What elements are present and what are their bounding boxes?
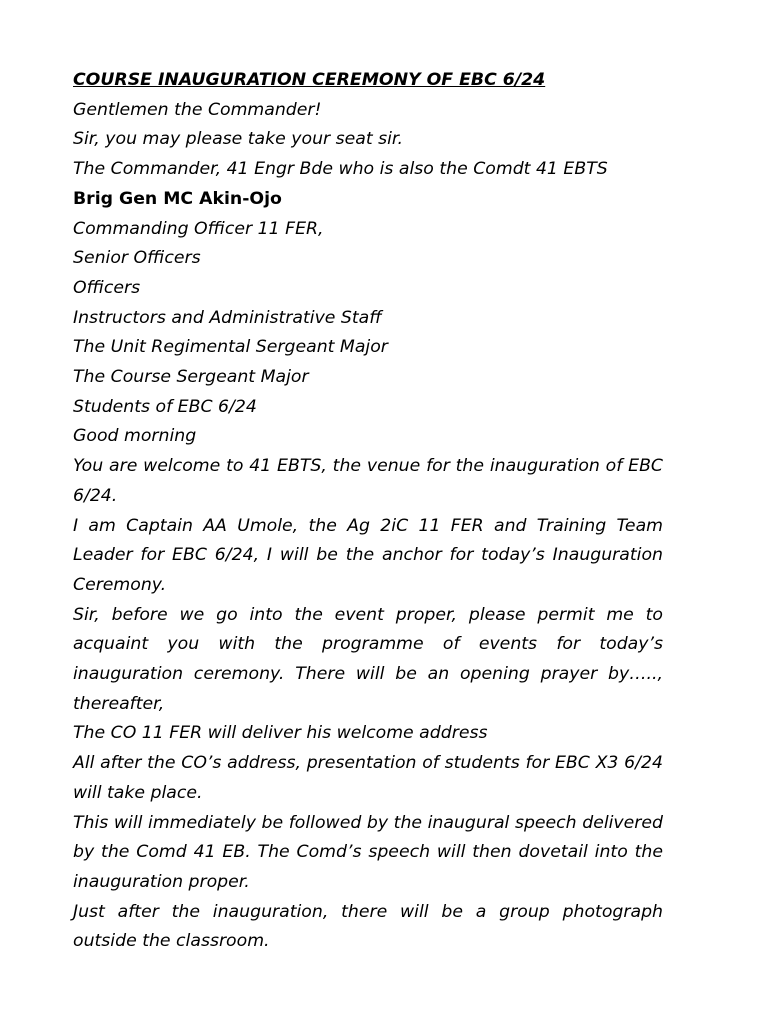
- document-title: COURSE INAUGURATION CEREMONY OF EBC 6/24: [73, 70, 546, 90]
- seat-line: Sir, you may please take your seat sir.: [73, 129, 403, 150]
- salutation-line: Senior Officers: [73, 248, 201, 269]
- salutation-line: Officers: [73, 277, 141, 298]
- salutation-line: The Unit Regimental Sergeant Major: [73, 337, 388, 358]
- body-paragraph: You are welcome to 41 EBTS, the venue for the inauguration of EBC 6/24.: [73, 456, 663, 506]
- body-paragraph: The CO 11 FER will deliver his welcome address: [73, 723, 488, 744]
- body-paragraph: All after the CO’s address, presentation of students for EBC X3 6/24 will take place.: [73, 753, 663, 803]
- body-paragraph: I am Captain AA Umole, the Ag 2iC 11 FER and Training Team Leader for EBC 6/24, I will be the anchor for today’s Inauguration Ceremony.: [73, 515, 663, 595]
- commander-name: Brig Gen MC Akin-Ojo: [73, 188, 282, 209]
- greeting-line: Gentlemen the Commander!: [73, 99, 322, 120]
- body-paragraph: This will immediately be followed by the inaugural speech delivered by the Comd 41 EB. The Comd’s speech will then dovetail into the inauguration proper.: [73, 812, 663, 892]
- salutation-line: Instructors and Administrative Staff: [73, 307, 382, 328]
- commander-line: The Commander, 41 Engr Bde who is also the Comdt 41 EBTS: [73, 159, 608, 180]
- salutation-line: The Course Sergeant Major: [73, 367, 309, 388]
- body-paragraph: Just after the inauguration, there will be a group photograph outside the classroom.: [73, 901, 663, 952]
- salutation-line: Commanding Officer 11 FER,: [73, 218, 324, 239]
- salutation-line: Students of EBC 6/24: [73, 396, 257, 417]
- body-paragraph: Sir, before we go into the event proper, please permit me to acquaint you with the programme of events for today’s inauguration ceremony. There will be an opening prayer by….., thereafter,: [73, 604, 663, 714]
- salutation-line: Good morning: [73, 426, 197, 447]
